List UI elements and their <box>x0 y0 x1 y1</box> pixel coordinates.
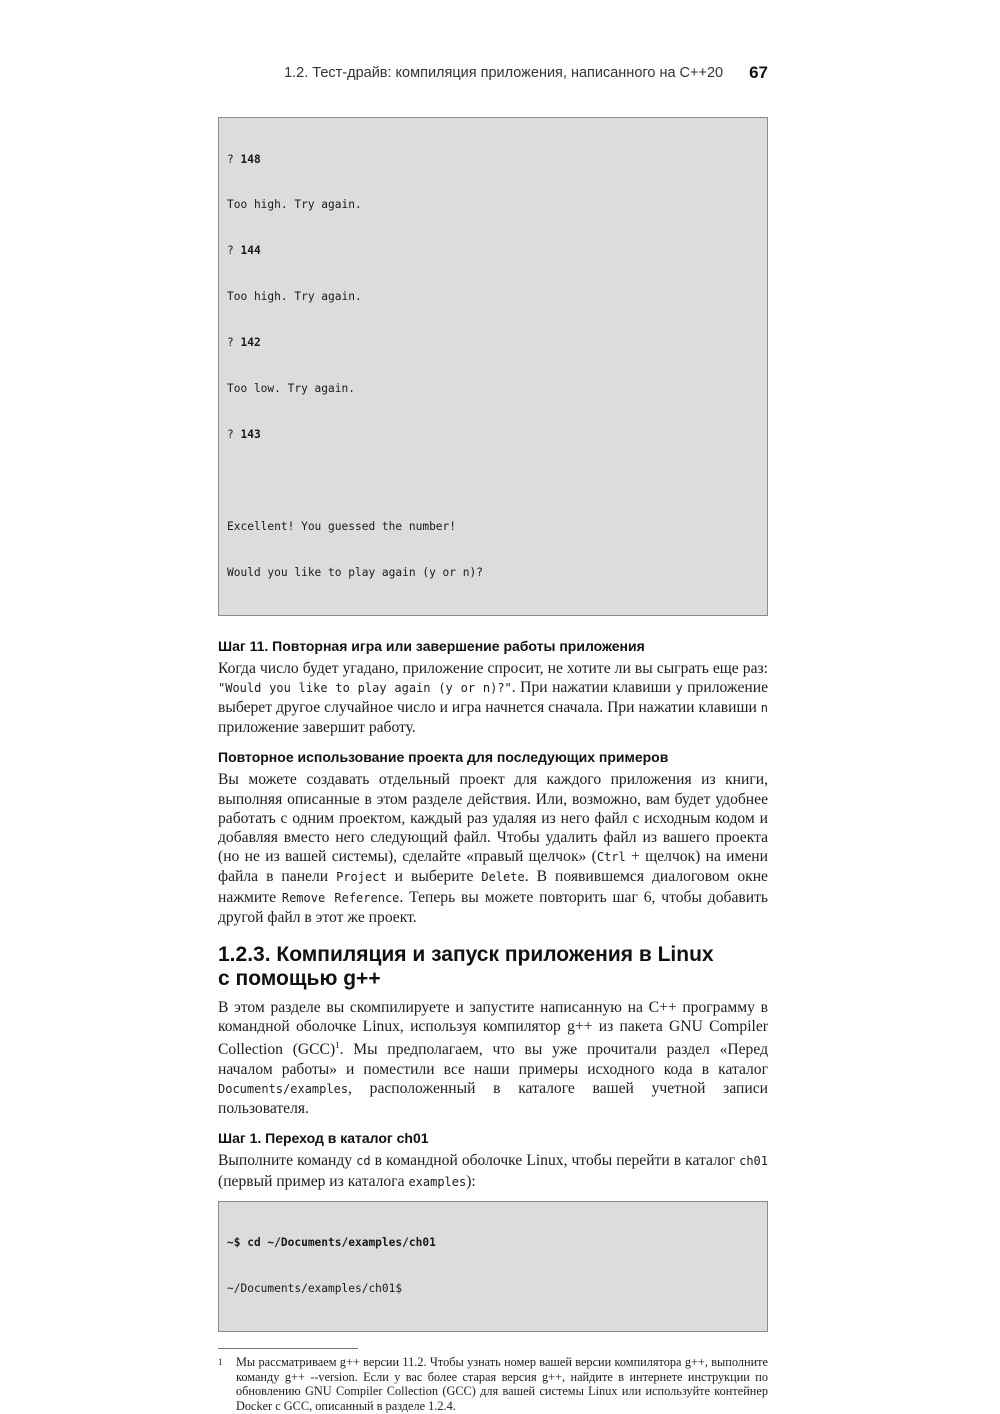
footnote-text: Мы рассматриваем g++ версии 11.2. Чтобы узнать номер вашей версии компилятора g++, выполните команду g++ --version. Если у вас более старая версия g++, найдите в интернете инструкции по обновлению GNU Compiler Collection (GCC) для вашей системы Linux или используйте контейнер Docker с GCC, описанный в разделе 1.2.4. <box>236 1355 768 1413</box>
footnote-ref: 1 <box>335 1040 340 1051</box>
step11-paragraph: Когда число будет угадано, приложение спросит, не хотите ли вы сыграть еще раз: "Would you like to play again (y or n)?". При нажатии клавиши y приложение выберет другое случайное число и игра начнется сначала. При нажатии клавиши n приложение завершит работу. <box>218 659 768 737</box>
code-line: Too high. Try again. <box>227 198 362 212</box>
code-line: ~$ cd ~/Documents/examples/ch01 <box>227 1236 436 1250</box>
reuse-heading: Повторное использование проекта для последующих примеров <box>218 749 669 766</box>
code-line: ? 142 <box>227 336 261 350</box>
step1-heading: Шаг 1. Переход в каталог ch01 <box>218 1130 429 1147</box>
code-line: ? 143 <box>227 427 261 441</box>
code-line: Would you like to play again (y or n)? <box>227 565 483 579</box>
step11-heading: Шаг 11. Повторная игра или завершение работы приложения <box>218 637 645 654</box>
code-block-cd-command <box>218 1201 768 1332</box>
running-title: 1.2. Тест-драйв: компиляция приложения, написанного на C++20 <box>284 65 724 81</box>
running-header <box>218 58 768 88</box>
code-line <box>227 473 759 488</box>
code-line: ~/Documents/examples/ch01$ <box>227 1282 403 1296</box>
footnote <box>218 1355 768 1413</box>
section-paragraph: В этом разделе вы скомпилируете и запустите написанную на C++ программу в командной оболочке Linux, используя компилятор g++ из пакета GNU Compiler Collection (GCC)$^1$. Мы предполагаем, что вы уже прочитали раздел «Перед началом работы» и поместили все наши примеры исходного кода в каталог Documents/examples, расположенный в каталоге вашей учетной записи пользователя. <box>218 998 768 1118</box>
step1-paragraph: Выполните команду cd в командной оболочке Linux, чтобы перейти в каталог ch01 (первый пример из каталога examples): <box>218 1152 768 1190</box>
reuse-paragraph: Вы можете создавать отдельный проект для каждого приложения из книги, выполняя описанные в этом разделе действия. Или, возможно, вам будет удобнее работать с одним проектом, каждый раз удаляя из него файл с исходным кодом и добавляя вместо него следующий файл. Чтобы удалить файл из вашего проекта (но не из вашей системы), сделайте «правый щелчок» (Ctrl + щелчок) на имени файла в панели Project и выберите Delete. В появившемся диалоговом окне нажмите Remove Reference. Теперь вы можете повторить шаг 6, чтобы добавить другой файл в этот же проект. <box>218 771 769 926</box>
book-page <box>218 58 768 1414</box>
code-line: ? 144 <box>227 244 261 258</box>
code-line: ? 148 <box>227 152 261 166</box>
code-line: Too low. Try again. <box>227 382 355 396</box>
page-number: 67 <box>749 63 768 82</box>
code-line: Excellent! You guessed the number! <box>227 519 457 533</box>
footnote-number: 1 <box>218 1357 223 1368</box>
code-line: Too high. Try again. <box>227 290 362 304</box>
section-heading: 1.2.3. Компиляция и запуск приложения в Linux с помощью g++ <box>218 942 714 990</box>
code-block-game-output <box>218 117 768 616</box>
footnote-divider <box>218 1348 358 1349</box>
